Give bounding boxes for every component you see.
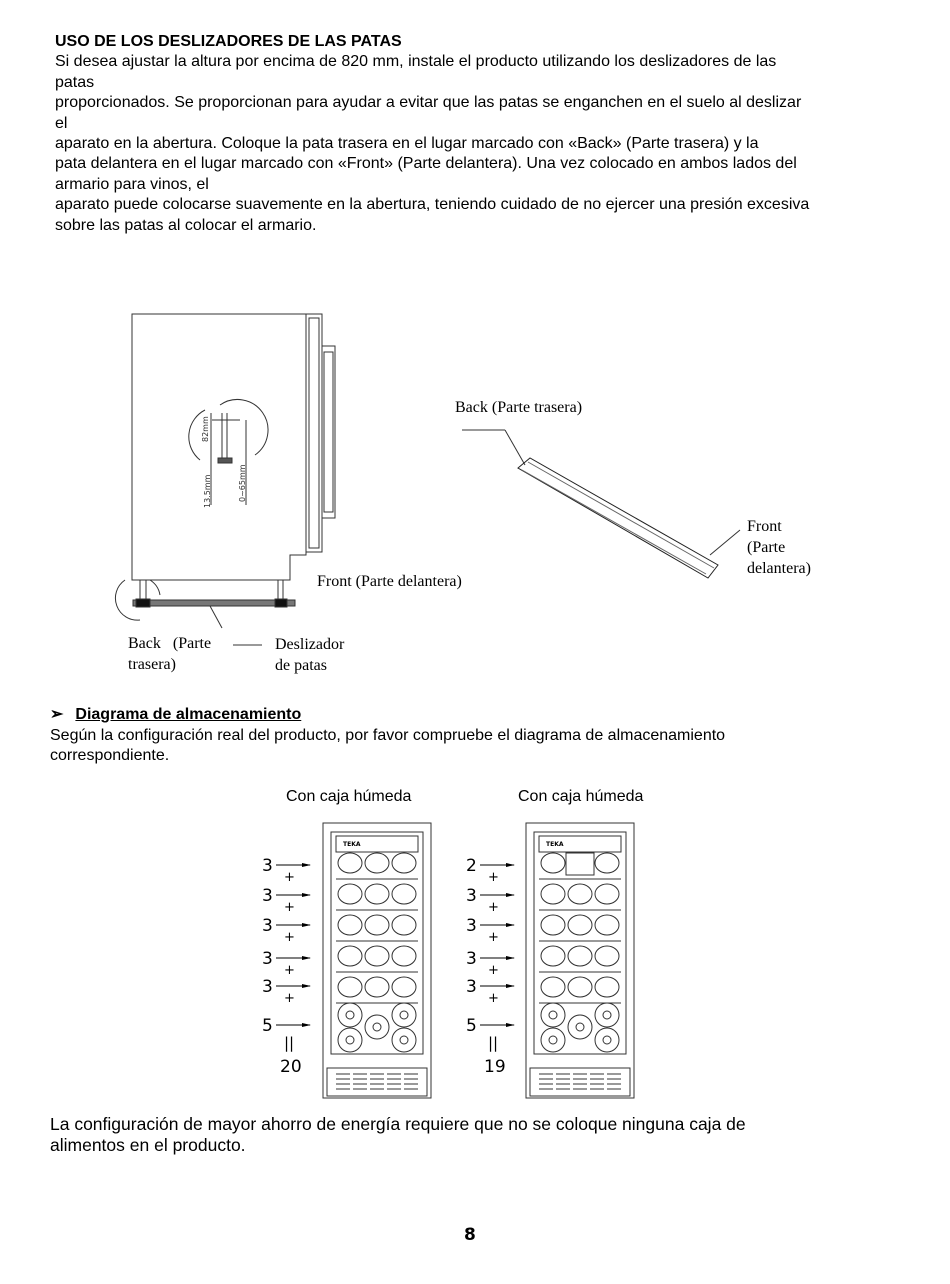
arrow-head-icon [506,1023,515,1027]
paragraph-line: sobre las patas al colocar el armario. [55,216,317,234]
slider-label-line: de patas [275,657,327,674]
row-count: 3 [262,856,273,876]
bottle [541,1028,565,1052]
bottle-neck [603,1036,611,1044]
row-count: 3 [466,949,477,969]
row-count: 5 [466,1016,477,1036]
plus-sign: + [284,930,295,945]
bottle [541,884,565,904]
arrow-head-icon [302,1023,311,1027]
bottle [392,884,416,904]
row-count: 5 [262,1016,273,1036]
bottle [541,946,565,966]
paragraph-line: La configuración de mayor ahorro de energía requiere que no se coloque ninguna caja de [50,1114,746,1134]
bottle-neck [549,1011,557,1019]
vent-grille [530,1068,630,1096]
arrow-head-icon [302,984,311,988]
bottle [365,977,389,997]
row-count: 3 [466,916,477,936]
energy-note [50,1114,746,1156]
bottle-neck [549,1036,557,1044]
bottle [541,1003,565,1027]
paragraph-line: aparato puede colocarse suavemente en la abertura, teniendo cuidado de no ejercer una presión excesiva [55,196,810,214]
bottle [568,915,592,935]
bottle [568,1015,592,1039]
wine-cooler-diagram [526,823,634,1098]
row-count: 3 [466,886,477,906]
arrow-head-icon [506,893,515,897]
arrow-head-icon [302,923,311,927]
paragraph-line: armario para vinos, el [55,175,209,193]
paragraph-line: el [55,114,68,132]
bottle [365,884,389,904]
plus-sign: + [284,991,295,1006]
arrow-head-icon [506,863,515,867]
bottle [568,884,592,904]
bottle [365,915,389,935]
bottle [595,915,619,935]
bottle [595,1003,619,1027]
bottle [541,853,565,873]
bottle [595,853,619,873]
bottle [338,977,362,997]
front-right-line: (Parte [747,539,786,556]
diagram-caption: Con caja húmeda [286,788,412,805]
plus-sign: + [488,991,499,1006]
bottle [365,946,389,966]
front-right-line: delantera) [747,560,811,577]
bottle [338,884,362,904]
bottle [392,946,416,966]
paragraph-line: Si desea ajustar la altura por encima de 820 mm, instale el producto utilizando los deslizadores de las [55,53,777,71]
bottle [541,915,565,935]
row-count: 3 [262,949,273,969]
bottle [541,977,565,997]
plus-sign: + [284,870,295,885]
bottle-neck [603,1011,611,1019]
arrow-head-icon [506,956,515,960]
diagram-caption: Con caja húmeda [518,788,644,805]
storage-diagram-title: Diagrama de almacenamiento [75,706,302,723]
arrow-head-icon [506,923,515,927]
humidity-box [566,853,594,875]
back-label-line: trasera) [128,656,176,673]
bottle-neck [346,1036,354,1044]
dimension-label: 0~65mm [238,464,247,502]
paragraph-line: pata delantera en el lugar marcado con «Front» (Parte delantera). Una vez colocado en ambos lados del [55,155,797,173]
arrow-head-icon [302,893,311,897]
total-count: 20 [280,1057,302,1077]
plus-sign: + [284,900,295,915]
bottle [595,977,619,997]
plus-sign: + [488,930,499,945]
back-right-label: Back (Parte trasera) [455,399,583,416]
bottle [392,853,416,873]
paragraph-line: proporcionados. Se proporcionan para ayudar a evitar que las patas se enganchen en el suelo al deslizar [55,94,802,112]
paragraph-line: Según la configuración real del producto, por favor compruebe el diagrama de almacenamiento [50,727,726,744]
bottle-neck [346,1011,354,1019]
plus-sign: + [488,870,499,885]
dimension-label: 82mm [201,416,210,442]
bottle [568,946,592,966]
brand-logo: TEKA [546,841,564,848]
back-label-line: Back (Parte [128,635,212,652]
equals-sign: || [488,1034,499,1052]
bottle [392,1028,416,1052]
arrow-bullet-icon: ➢ [50,706,64,723]
bottle-neck [400,1011,408,1019]
plus-sign: + [488,900,499,915]
row-count: 3 [262,977,273,997]
dimension-label: 13.5mm [203,474,212,508]
arrow-head-icon [302,956,311,960]
bottle-neck [400,1036,408,1044]
bottle [595,884,619,904]
front-label: Front (Parte delantera) [317,573,462,590]
bottle [568,977,592,997]
arrow-head-icon [506,984,515,988]
front-right-line: Front [747,518,782,535]
row-count: 3 [262,886,273,906]
bottle [365,1015,389,1039]
paragraph-line: correspondiente. [50,747,170,765]
paragraph-line: alimentos en el producto. [50,1135,246,1155]
slider-label-line: Deslizador [275,636,345,653]
section-title: USO DE LOS DESLIZADORES DE LAS PATAS [55,33,402,50]
bottle-neck [373,1023,381,1031]
bottle [338,915,362,935]
row-count: 2 [466,856,477,876]
plus-sign: + [488,963,499,978]
bottle [365,853,389,873]
brand-logo: TEKA [343,841,361,848]
row-count: 3 [466,977,477,997]
vent-grille [327,1068,427,1096]
arrow-head-icon [302,863,311,867]
bottle [338,1028,362,1052]
wine-cooler-diagram [323,823,431,1098]
bottle [595,1028,619,1052]
cooler-door [331,832,423,1054]
paragraph-line: aparato en la abertura. Coloque la pata trasera en el lugar marcado con «Back» (Parte trasera) y la [55,135,759,153]
bottle [338,1003,362,1027]
page-number: 8 [464,1225,476,1245]
bottle [392,1003,416,1027]
total-count: 19 [484,1057,506,1077]
bottle-neck [576,1023,584,1031]
bottle [392,977,416,997]
bottle [338,853,362,873]
plus-sign: + [284,963,295,978]
paragraph-line: patas [55,73,95,91]
bottle [595,946,619,966]
equals-sign: || [284,1034,295,1052]
bottle [338,946,362,966]
row-count: 3 [262,916,273,936]
bottle [392,915,416,935]
